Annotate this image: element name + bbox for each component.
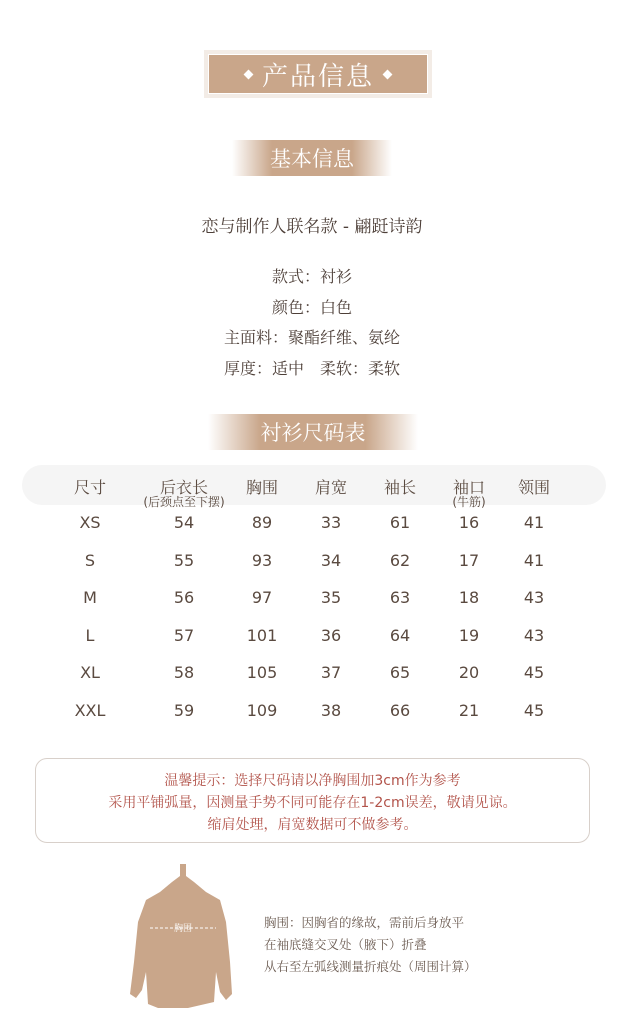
size-chart-label <box>208 414 418 450</box>
table-cell: 41 <box>523 550 545 570</box>
notice-line-1: 温馨提示：选择尺码请以净胸围加3cm作为参考 <box>164 773 461 789</box>
measure-line-2: 在袖底缝交叉处（腋下）折叠 <box>264 937 427 952</box>
header-back-length-note: (后颈点至下摆) <box>143 495 225 509</box>
measure-note <box>264 912 477 978</box>
table-cell: 56 <box>173 588 195 608</box>
table-cell: 33 <box>320 513 342 532</box>
info-style: 款式：衬衫 <box>271 267 352 286</box>
diamond-right-icon <box>383 69 393 79</box>
size-label: XS <box>79 513 101 532</box>
basic-info-label <box>232 140 392 176</box>
table-cell: 17 <box>458 550 480 570</box>
table-cell: 55 <box>173 550 195 570</box>
title-inner <box>208 54 428 94</box>
illustration-chest-label: 胸围 <box>173 924 193 934</box>
size-notice <box>35 758 590 843</box>
info-thickness: 厚度：适中 柔软：柔软 <box>223 358 400 378</box>
size-chart-text: 衬衫尺码表 <box>260 421 366 445</box>
table-cell: 89 <box>251 513 273 532</box>
table-cell: 109 <box>246 701 278 720</box>
table-cell: 43 <box>523 625 545 645</box>
table-cell: 101 <box>246 625 278 645</box>
table-cell: 97 <box>251 588 273 608</box>
diamond-left-icon <box>244 69 254 79</box>
table-cell: 20 <box>458 663 480 683</box>
header-cuff: 袖口 <box>452 478 485 497</box>
table-cell: 54 <box>173 513 195 532</box>
size-label: S <box>84 550 96 570</box>
size-label: L <box>85 625 95 645</box>
size-label: XXL <box>74 701 106 720</box>
size-label: M <box>83 588 97 608</box>
table-cell: 41 <box>523 513 545 532</box>
header-chest: 胸围 <box>245 478 278 497</box>
table-cell: 38 <box>320 701 342 720</box>
table-cell: 105 <box>246 663 278 683</box>
table-cell: 58 <box>173 663 195 683</box>
notice-line-2: 采用平铺弧量，因测量手势不同可能存在1-2cm误差，敬请见谅。 <box>108 795 517 811</box>
table-cell: 37 <box>320 663 342 683</box>
table-cell: 61 <box>389 513 411 532</box>
table-cell: 45 <box>523 701 545 720</box>
table-cell: 65 <box>389 663 411 683</box>
table-cell: 63 <box>389 588 411 608</box>
table-cell: 34 <box>320 550 342 570</box>
table-cell: 59 <box>173 701 195 720</box>
table-cell: 57 <box>173 625 195 645</box>
header-back-length: 后衣长 <box>159 478 208 497</box>
table-cell: 18 <box>458 588 480 608</box>
header-size: 尺寸 <box>73 478 106 497</box>
header-cuff-note: (牛筋) <box>452 495 486 509</box>
measure-line-3: 从右至左弧线测量折痕处（周围计算） <box>264 959 477 974</box>
table-cell: 19 <box>458 625 480 645</box>
table-cell: 93 <box>251 550 273 570</box>
table-cell: 21 <box>458 701 480 720</box>
header-shoulder: 肩宽 <box>314 478 347 497</box>
table-cell: 66 <box>389 701 411 720</box>
table-cell: 45 <box>523 663 545 683</box>
header-collar: 领围 <box>517 478 550 497</box>
title-banner <box>204 50 432 98</box>
measure-line-1: 胸围：因胸省的缘故，需前后身放平 <box>264 915 465 930</box>
table-cell: 62 <box>389 550 411 570</box>
info-fabric: 主面料：聚酯纤维、氨纶 <box>223 328 400 347</box>
page-title: 产品信息 <box>261 61 374 92</box>
basic-info-text: 基本信息 <box>270 147 354 171</box>
table-cell: 43 <box>523 588 545 608</box>
table-cell: 64 <box>389 625 411 645</box>
table-cell: 35 <box>320 588 342 608</box>
table-cell: 16 <box>458 513 480 532</box>
product-name: 恋与制作人联名款 - 翩跹诗韵 <box>201 217 423 237</box>
shirt-illustration-icon <box>128 862 238 1012</box>
notice-line-3: 缩肩处理，肩宽数据可不做参考。 <box>207 817 418 833</box>
product-info <box>0 262 624 384</box>
header-sleeve: 袖长 <box>383 478 416 497</box>
info-color: 颜色：白色 <box>271 297 352 317</box>
size-label: XL <box>80 663 100 683</box>
table-cell: 36 <box>320 625 342 645</box>
